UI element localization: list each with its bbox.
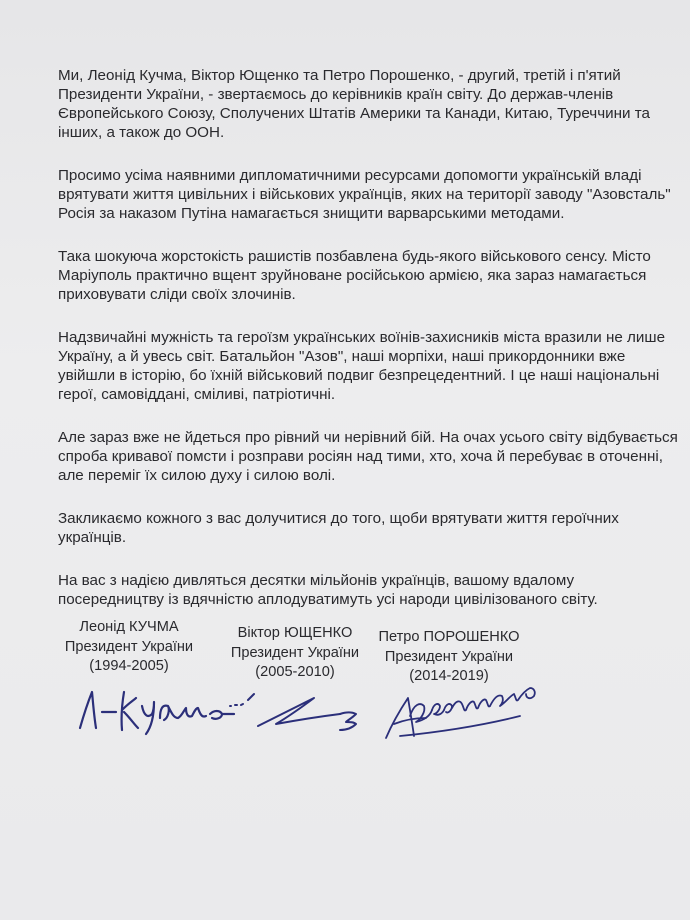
signatory-name: Петро ПОРОШЕНКО bbox=[378, 629, 520, 645]
paragraph-7 bbox=[58, 571, 648, 609]
text-line: Закликаємо кожного з вас долучитися до того, щоби врятувати життя героїчних bbox=[58, 510, 619, 527]
text-line: Надзвичайні мужність та героїзм українських воїнів-захисників міста вразили не лише bbox=[58, 329, 666, 346]
signatory-term: (2014-2019) bbox=[409, 668, 489, 684]
signatory-kuchma bbox=[54, 618, 204, 677]
text-line: Така шокуюча жорстокість рашистів позбавлена будь-якого військового сенсу. Місто bbox=[58, 248, 651, 265]
text-line: На вас з надією дивляться десятки мільйонів українців, вашому вдалому bbox=[58, 572, 575, 589]
text-line: спроба кривавої помсти і розправи росіян над тими, хто, хоча й перебуває в оточенні, bbox=[58, 448, 663, 465]
paragraph-4 bbox=[58, 328, 666, 404]
text-line: Просимо усіма наявними дипломатичними ресурсами допомогти українській владі bbox=[58, 167, 642, 184]
signature-kuchma bbox=[72, 684, 242, 738]
signatory-term: (1994-2005) bbox=[89, 658, 169, 674]
signature-poroshenko bbox=[380, 676, 550, 746]
paragraph-3 bbox=[58, 247, 651, 304]
text-line: Росія за наказом Путіна намагається знищити варварськими методами. bbox=[58, 205, 565, 222]
paragraph-6 bbox=[58, 509, 648, 547]
text-line: Європейського Союзу, Сполучених Штатів Америки та Канади, Китаю, Туреччини та bbox=[58, 105, 650, 122]
signatory-name: Леонід КУЧМА bbox=[79, 619, 179, 635]
paragraph-1 bbox=[58, 66, 648, 142]
text-line: Маріуполь практично вщент зруйноване російською армією, яка зараз намагається bbox=[58, 267, 647, 284]
signatory-title: Президент України bbox=[384, 648, 514, 665]
text-line: приховувати сліди своїх злочинів. bbox=[58, 286, 296, 303]
text-line: українців. bbox=[58, 529, 127, 546]
text-line: Ми, Леонід Кучма, Віктор Ющенко та Петро Порошенко, - другий, третій і п'ятий bbox=[58, 67, 621, 84]
text-line: посередництву із вдячністю аплодуватимуть усі народи цивілізованого світу. bbox=[58, 591, 598, 608]
text-line: увійшли в історію, бо їхній військовий подвиг безпрецедентний. І це наші національні bbox=[58, 367, 660, 384]
signatory-term: (2005-2010) bbox=[255, 664, 335, 680]
signatory-name: Віктор ЮЩЕНКО bbox=[237, 625, 353, 641]
text-line: але переміг їх силою духу і силою волі. bbox=[58, 467, 336, 484]
text-line: Але зараз вже не йдеться про рівний чи нерівний бій. На очах усього світу відбувається bbox=[58, 429, 678, 446]
paragraph-5 bbox=[58, 428, 678, 485]
paragraph-2 bbox=[58, 166, 671, 223]
signatory-title: Президент України bbox=[230, 644, 360, 661]
text-line: Президенти України, - звертаємось до керівників країн світу. До держав-членів bbox=[58, 86, 614, 103]
text-line: герої, самовіддані, сміливі, патріотичні. bbox=[58, 386, 336, 403]
signatory-title: Президент України bbox=[64, 638, 194, 655]
letter-body bbox=[58, 66, 678, 633]
text-line: інших, а також до ООН. bbox=[58, 124, 225, 141]
signature-yushchenko bbox=[228, 688, 368, 734]
text-line: врятувати життя цивільних і військових українців, яких на території заводу "Азовсталь" bbox=[58, 186, 671, 203]
text-line: Україну, а й увесь світ. Батальйон "Азов", наші морпіхи, наші прикордонники вже bbox=[58, 348, 626, 365]
signatory-yushchenko bbox=[220, 624, 370, 683]
